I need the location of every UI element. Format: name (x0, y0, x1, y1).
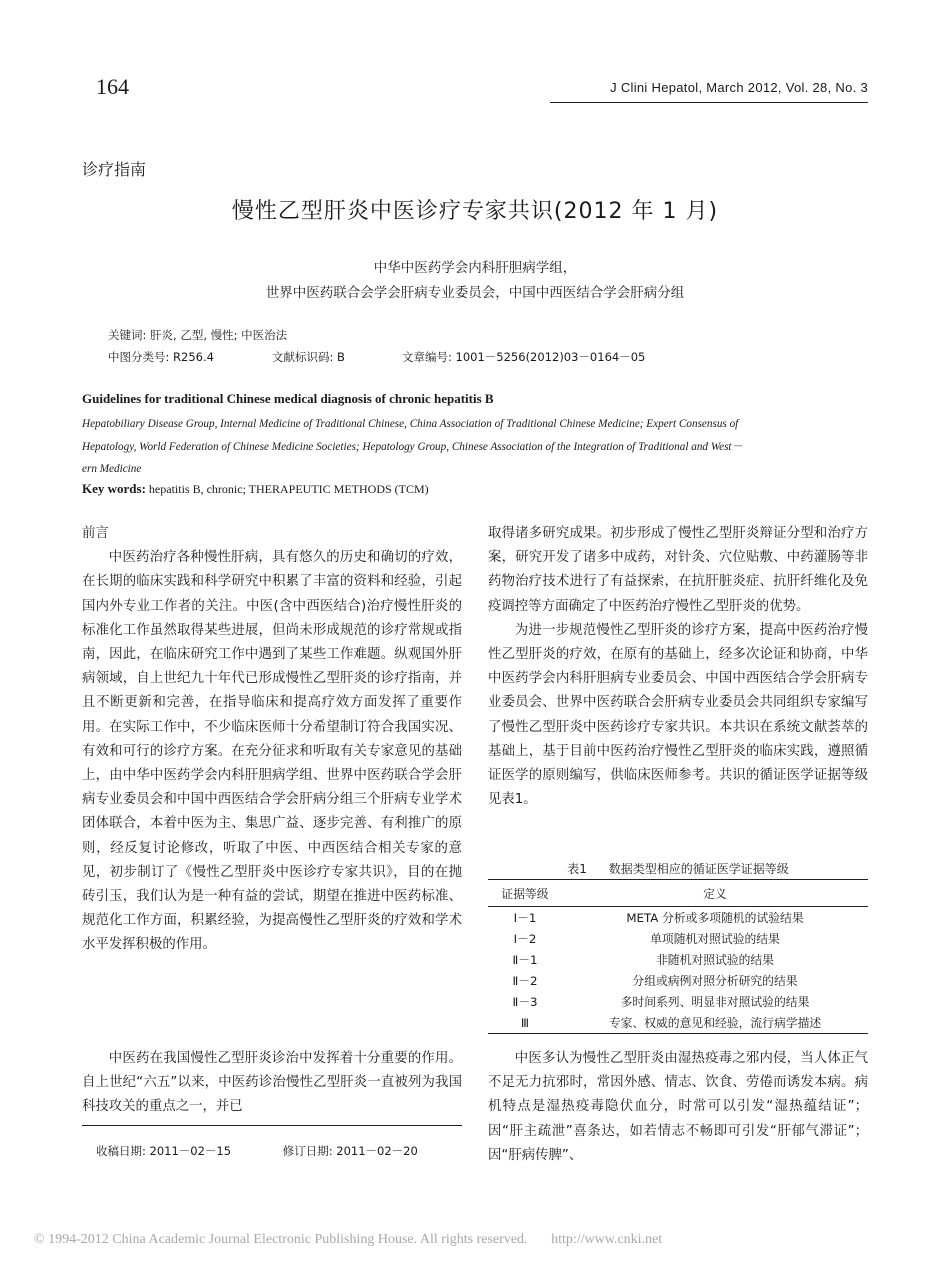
english-affiliation-line-1: Hepatobiliary Disease Group, Internal Medicine of Traditional Chinese, China Association of Traditional Chinese Medicine; Expert Consensus of (82, 418, 739, 430)
evidence-level-table (488, 879, 868, 1034)
header-rule (550, 102, 868, 103)
table-caption-label: 表1 (567, 862, 587, 876)
table-row (488, 1012, 868, 1034)
table-row (488, 991, 868, 1012)
preface-heading: 前言 (82, 526, 109, 541)
paper-title: 慢性乙型肝炎中医诊疗专家共识(2012 年 1 月) (231, 199, 719, 224)
evidence-definition: 多时间系列、明显非对照试验的结果 (620, 995, 810, 1009)
right-paragraph-3: 中医多认为慢性乙型肝炎由湿热疫毒之邪内侵，当人体正气不足无力抗邪时，常因外感、情志、饮食、劳倦而诱发本病。病机特点是湿热疫毒隐伏血分，时常可以引发“湿热蕴结证”；因“肝主疏泄”喜条达，如若情志不畅即可引发“肝郁气滞证”；因“肝病传脾”、 (488, 1051, 868, 1163)
left-column-paragraph-2 (82, 1047, 462, 1120)
evidence-definition: META 分析或多项随机的试验结果 (626, 911, 804, 925)
clc-number: 中图分类号: R256.4 (108, 350, 214, 364)
evidence-level: Ⅱ－1 (512, 953, 538, 967)
preface-paragraph: 中医药治疗各种慢性肝病，具有悠久的历史和确切的疗效，在长期的临床实践和科学研究中积累了丰富的资料和经验，引起国内外专业工作者的关注。中医(含中西医结合)治疗慢性肝炎的标准化工作虽然取得某些进展，但尚未形成规范的诊疗常规或指南，因此，在临床研究工作中遇到了某些工作难题。纵观国外肝病领域，自上世纪九十年代已形成慢性乙型肝炎的诊疗指南，并且不断更新和完善，在指导临床和提高疗效方面发挥了重要作用。在实际工作中，不少临床医师十分希望制订符合我国实况、有效和可行的诊疗方案。在充分征求和听取有关专家意见的基础上，由中华中医药学会内科肝胆病学组、世界中医药联合学会肝病专业委员会和中国中西医结合学会肝病分组三个肝病专业学术团体联合，本着中医为主、集思广益、逐步完善、有利推广的原则，经反复讨论修改，听取了中医、中西医结合相关专家的意见，初步制订了《慢性乙型肝炎中医诊疗专家共识》，目的在抛砖引玉，我们认为是一种有益的尝试，期望在推进中医药标准、规范化工作方面，积累经验，为提高慢性乙型肝炎的疗效和学术水平发挥积极的作用。 (82, 550, 462, 953)
evidence-level: Ⅰ－2 (513, 932, 537, 946)
evidence-definition: 分组或病例对照分析研究的结果 (632, 974, 798, 988)
evidence-level: Ⅰ－1 (513, 911, 537, 925)
article-number: 文章编号: 1001－5256(2012)03－0164－05 (402, 350, 646, 364)
document-code: 文献标识码: B (272, 350, 345, 364)
english-keywords-text: hepatitis B, chronic; THERAPEUTIC METHODS (TCM) (148, 482, 429, 496)
evidence-definition: 非随机对照试验的结果 (656, 953, 774, 967)
revised-date: 修订日期: 2011－02－20 (282, 1144, 418, 1158)
evidence-level: Ⅲ (520, 1015, 530, 1030)
received-date: 收稿日期: 2011－02－15 (96, 1144, 232, 1158)
left-paragraph-2: 中医药在我国慢性乙型肝炎诊治中发挥着十分重要的作用。自上世纪“六五”以来，中医药诊治慢性乙型肝炎一直被列为我国科技攻关的重点之一，并已 (82, 1051, 462, 1115)
left-column (82, 522, 462, 958)
copyright-footer (34, 1232, 662, 1248)
footnote-rule (82, 1125, 462, 1126)
table-caption (488, 860, 868, 877)
table-header-row (488, 880, 868, 907)
english-title: Guidelines for traditional Chinese medical diagnosis of chronic hepatitis B (82, 391, 494, 406)
english-keywords-label: Key words: (82, 481, 146, 496)
evidence-level: Ⅱ－3 (512, 995, 538, 1009)
table-caption-title: 数据类型相应的循证医学证据等级 (608, 862, 789, 876)
table-row (488, 970, 868, 991)
english-affiliation-line-2: Hepatology, World Federation of Chinese Medicine Societies; Hepatology Group, Chinese Association of the Integration of Traditional and West－ (82, 440, 743, 453)
section-label: 诊疗指南 (82, 160, 147, 179)
table-row (488, 949, 868, 970)
copyright-text: © 1994-2012 China Academic Journal Electronic Publishing House. All rights reserved. (34, 1232, 528, 1247)
right-paragraph-2: 为进一步规范慢性乙型肝炎的诊疗方案，提高中医药治疗慢性乙型肝炎的疗效，在原有的基础上，经多次论证和协商，中华中医药学会内科肝胆病专业委员会、中国中西医结合学会肝病专业委员会、世界中医药联合会肝病专业委员会共同组织专家编写了慢性乙型肝炎中医药诊疗专家共识。本共识在系统文献荟萃的基础上，基于目前中医药治疗慢性乙型肝炎的临床实践，遵照循证医学的原则编写，供临床医师参考。共识的循证医学证据等级见表1。 (488, 622, 868, 808)
english-keywords (82, 481, 429, 497)
english-affiliation (82, 413, 872, 481)
table-row (488, 907, 868, 929)
evidence-definition: 单项随机对照试验的结果 (650, 932, 780, 946)
cnki-link[interactable]: http://www.cnki.net (551, 1232, 663, 1247)
right-column (488, 522, 868, 812)
right-column-paragraph-3 (488, 1047, 868, 1168)
right-paragraph-1: 取得诸多研究成果。初步形成了慢性乙型肝炎辩证分型和治疗方案，研究开发了诸多中成药，对针灸、穴位贴敷、中药灌肠等非药物治疗技术进行了有益探索，在抗肝脏炎症、抗肝纤维化及免疫调控等方面确定了中医药治疗慢性乙型肝炎的优势。 (488, 526, 868, 614)
page-number: 164 (96, 74, 129, 99)
author-line-1: 中华中医药学会内科肝胆病学组， (373, 260, 577, 276)
table-row (488, 928, 868, 949)
footnote-dates (96, 1143, 418, 1159)
table-header-definition: 定义 (703, 886, 727, 901)
journal-citation: J Clini Hepatol, March 2012, Vol. 28, No. 3 (610, 80, 868, 95)
table-header-level: 证据等级 (501, 886, 549, 901)
evidence-definition: 专家、权威的意见和经验，流行病学描述 (608, 1016, 822, 1030)
evidence-level: Ⅱ－2 (512, 974, 538, 988)
author-line-2: 世界中医药联合会学会肝病专业委员会，中国中西医结合学会肝病分组 (265, 285, 685, 301)
keywords-cn: 关键词: 肝炎, 乙型, 慢性; 中医治法 (108, 328, 288, 342)
english-affiliation-line-3: ern Medicine (82, 463, 142, 475)
